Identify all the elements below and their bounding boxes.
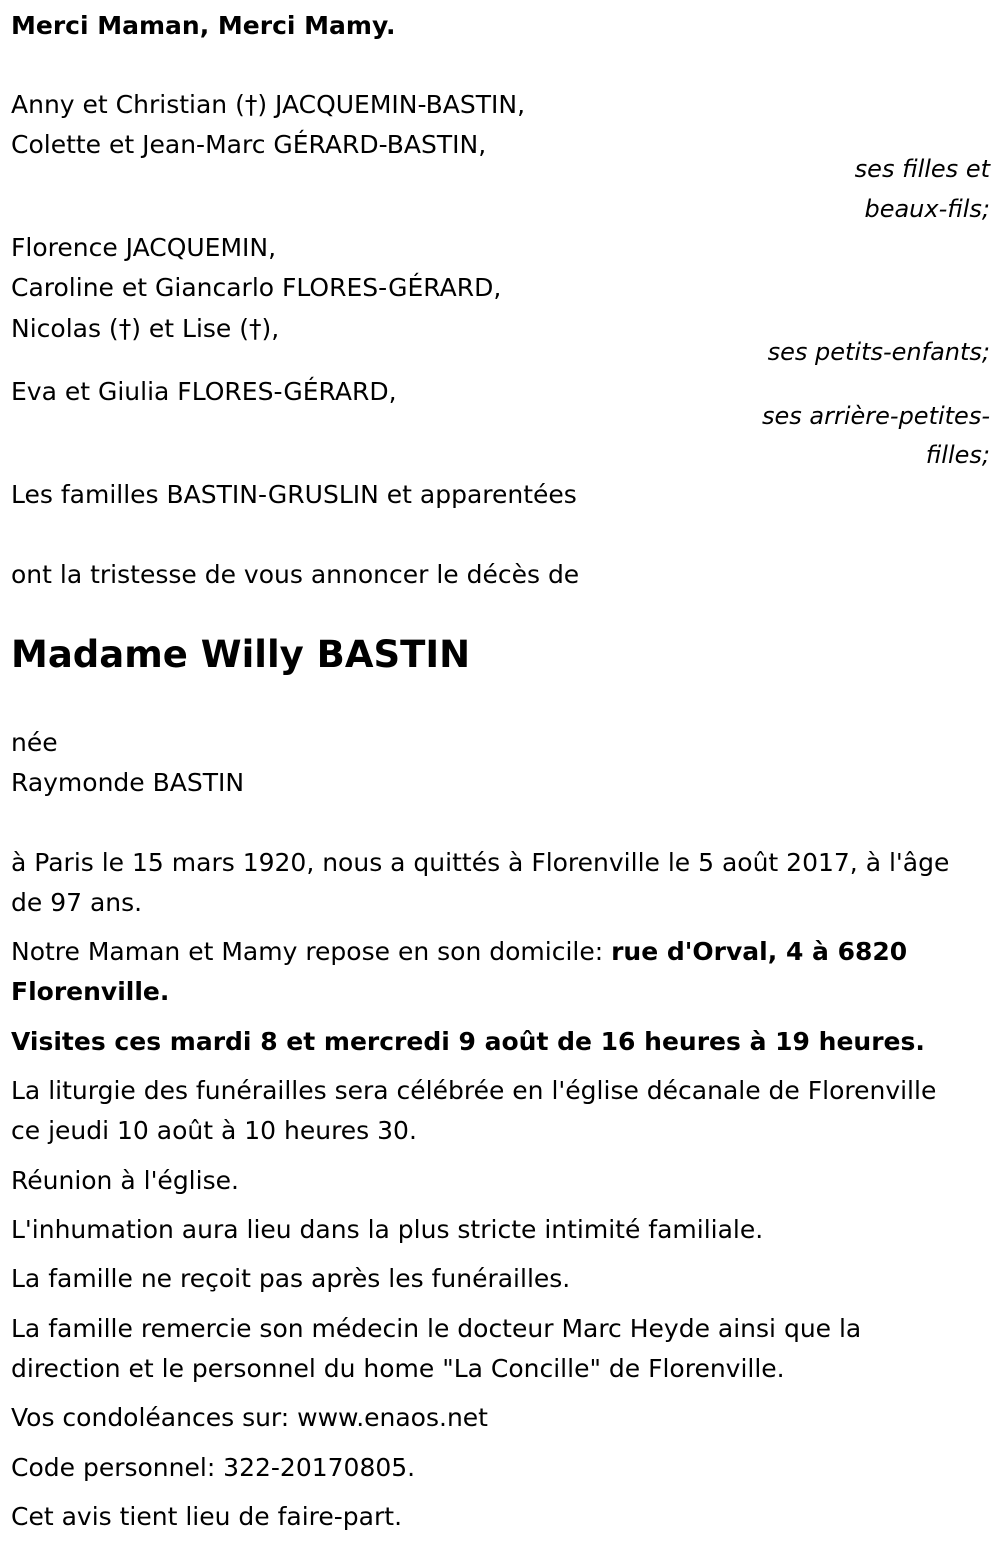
burial-line: L'inhumation aura lieu dans la plus stricte intimité familiale. (11, 1215, 764, 1244)
notice-line: Cet avis tient lieu de faire-part. (11, 1502, 403, 1531)
nee-label: née (11, 728, 58, 757)
grandchildren-line-1: Florence JACQUEMIN, (11, 233, 277, 262)
repose-line-2: Florenville. (11, 977, 170, 1006)
repose-text: Notre Maman et Mamy repose en son domicile: (11, 937, 612, 966)
deceased-cross-icon: † (249, 314, 262, 343)
meeting-line: Réunion à l'église. (11, 1166, 239, 1195)
birth-death-line-2: de 97 ans. (11, 888, 143, 917)
birth-death-line-1: à Paris le 15 mars 1920, nous a quittés à Florenville le 5 août 2017, à l'âge (11, 848, 950, 877)
daughters-line-1 (11, 85, 525, 125)
liturgy-line-1: La liturgie des funérailles sera célébrée en l'église décanale de Florenville (11, 1076, 937, 1105)
header-title: Merci Maman, Merci Mamy. (11, 11, 396, 40)
grandchildren-line-3a: Nicolas ( (11, 314, 119, 343)
daughters-line-1a: Anny et Christian ( (11, 90, 245, 119)
great-grandchildren-line-1: Eva et Giulia FLORES-GÉRARD, (11, 377, 397, 406)
condolences-line: Vos condoléances sur: www.enaos.net (11, 1403, 488, 1432)
visits-line: Visites ces mardi 8 et mercredi 9 août de 16 heures à 19 heures. (11, 1027, 925, 1056)
great-grandchildren-role-1: ses arrière-petites- (762, 402, 990, 430)
families-line: Les familles BASTIN-GRUSLIN et apparentées (11, 480, 577, 509)
no-reception-line: La famille ne reçoit pas après les funérailles. (11, 1264, 571, 1293)
grandchildren-role: ses petits-enfants; (767, 338, 990, 366)
grandchildren-line-2: Caroline et Giancarlo FLORES-GÉRARD, (11, 273, 502, 302)
daughters-role-1: ses filles et (854, 155, 990, 183)
daughters-role-2: beaux-fils; (864, 195, 990, 223)
announce-line: ont la tristesse de vous annoncer le décès de (11, 560, 580, 589)
maiden-name: Raymonde BASTIN (11, 768, 245, 797)
great-grandchildren-role-2: filles; (925, 441, 990, 469)
daughters-line-2: Colette et Jean-Marc GÉRARD-BASTIN, (11, 130, 487, 159)
daughters-line-1b: ) JACQUEMIN-BASTIN, (257, 90, 526, 119)
deceased-name: Madame Willy BASTIN (11, 633, 471, 676)
deceased-cross-icon: † (244, 90, 258, 119)
personal-code-line: Code personnel: 322-20170805. (11, 1453, 416, 1482)
grandchildren-line-3b: ) et Lise ( (131, 314, 249, 343)
grandchildren-line-3 (11, 309, 279, 349)
deceased-cross-icon: † (118, 314, 132, 343)
thanks-line-2: direction et le personnel du home "La Concille" de Florenville. (11, 1354, 785, 1383)
liturgy-line-2: ce jeudi 10 août à 10 heures 30. (11, 1116, 417, 1145)
repose-line-1 (11, 932, 907, 972)
repose-address: rue d'Orval, 4 à 6820 (611, 937, 908, 966)
thanks-line-1: La famille remercie son médecin le docteur Marc Heyde ainsi que la (11, 1314, 862, 1343)
grandchildren-line-3c: ), (261, 314, 280, 343)
